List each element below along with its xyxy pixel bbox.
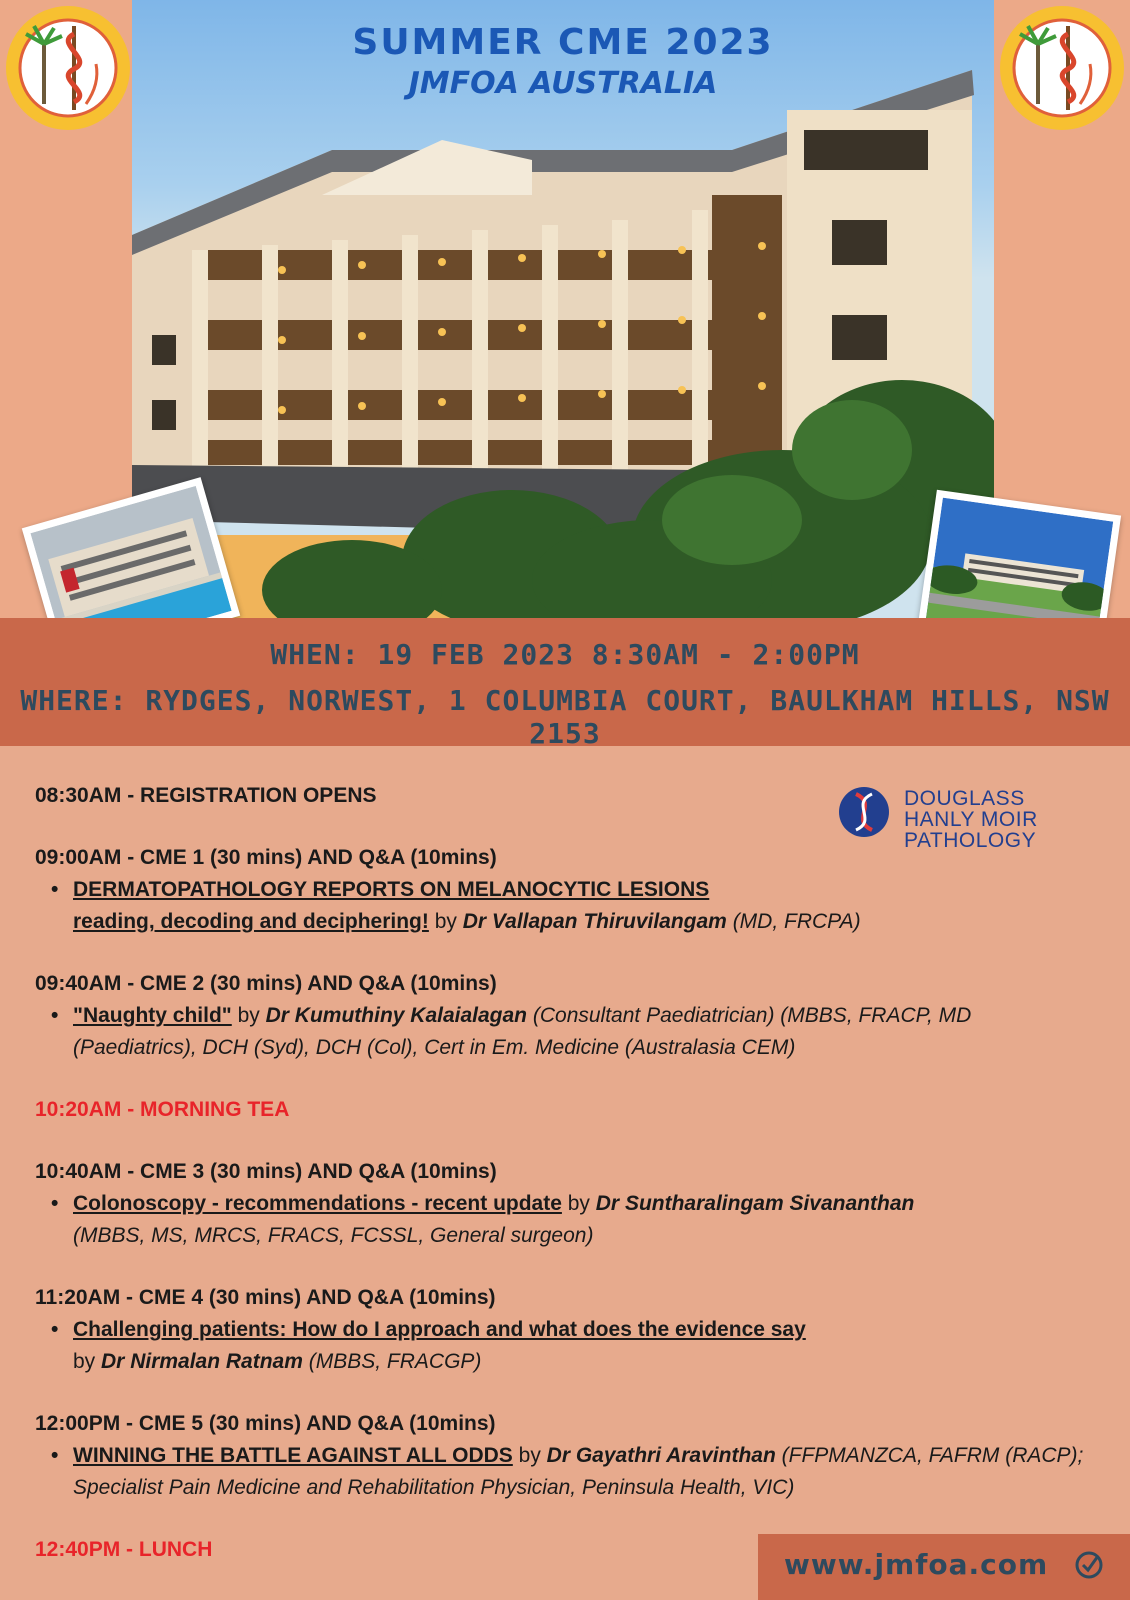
cme5-item: [35, 1440, 1095, 1504]
cme3-by: by: [561, 1192, 596, 1215]
cme2-slot: 09:40AM - CME 2 (30 mins) AND Q&A (10mins): [35, 972, 497, 995]
cme4-item: [35, 1314, 1095, 1378]
cme3-speaker: Dr Suntharalingam Sivananthan: [595, 1192, 915, 1215]
cme1-slot: 09:00AM - CME 1 (30 mins) AND Q&A (10mins): [35, 846, 497, 869]
lunch-slot: 12:40PM - LUNCH: [35, 1538, 213, 1561]
cme3-item: [35, 1188, 1095, 1252]
event-when: WHEN: 19 FEB 2023 8:30AM - 2:00PM: [270, 638, 860, 671]
cme4-credentials: (MBBS, FRACGP): [302, 1350, 482, 1373]
cme2-item: [35, 1000, 1095, 1064]
caduceus-logo-icon: [4, 4, 132, 132]
registration-slot: 08:30AM - REGISTRATION OPENS: [35, 784, 377, 807]
sponsor-line-1: DOUGLASS: [904, 787, 1025, 810]
morning-tea-slot: 10:20AM - MORNING TEA: [35, 1098, 290, 1121]
cme1-item: [35, 874, 1095, 938]
event-details-band: [0, 618, 1130, 750]
cme1-by: by: [428, 910, 463, 933]
cme2-credentials: (Consultant Paediatrician) (MBBS, FRACP, MD (Paediatrics), DCH (Syd), DCH (Col), Cert in Em. Medicine (Australasia CEM): [73, 1004, 972, 1059]
event-subtitle: JMFOA AUSTRALIA: [408, 66, 718, 101]
cme4-talk-title: Challenging patients: How do I approach and what does the evidence say: [73, 1318, 806, 1341]
cme4-speaker: Dr Nirmalan Ratnam: [101, 1350, 303, 1373]
cme5-credentials: (FFPMANZCA, FAFRM (RACP); Specialist Pain Medicine and Rehabilitation Physician, Peninsula Health, VIC): [73, 1444, 1084, 1499]
cme1-talk-subtitle: reading, decoding and deciphering!: [73, 910, 429, 933]
agenda: [35, 780, 1095, 1566]
cme3-credentials: (MBBS, MS, MRCS, FRACS, FCSSL, General surgeon): [73, 1224, 594, 1247]
cme2-talk-title: "Naughty child": [73, 1004, 232, 1027]
cme1-talk-title: DERMATOPATHOLOGY REPORTS ON MELANOCYTIC LESIONS: [73, 878, 710, 901]
cme1-credentials: (MD, FRCPA): [726, 910, 861, 933]
cme3-slot: 10:40AM - CME 3 (30 mins) AND Q&A (10mins): [35, 1160, 497, 1183]
cme5-talk-title: WINNING THE BATTLE AGAINST ALL ODDS: [73, 1444, 513, 1467]
cme4-by: by: [73, 1350, 102, 1373]
sponsor-line-3: PATHOLOGY: [904, 829, 1037, 852]
cme2-speaker: Dr Kumuthiny Kalaialagan: [265, 1004, 528, 1027]
check-circle-icon: [1074, 1550, 1104, 1580]
cme5-speaker: Dr Gayathri Aravinthan: [546, 1444, 776, 1467]
cme1-speaker: Dr Vallapan Thiruvilangam: [462, 910, 727, 933]
cme2-by: by: [231, 1004, 266, 1027]
event-title: SUMMER CME 2023: [352, 22, 774, 63]
cme5-slot: 12:00PM - CME 5 (30 mins) AND Q&A (10mins): [35, 1412, 496, 1435]
hotel-photo: [132, 0, 994, 618]
cme3-talk-title: Colonoscopy - recommendations - recent update: [73, 1192, 562, 1215]
cme4-slot: 11:20AM - CME 4 (30 mins) AND Q&A (10mins): [35, 1286, 496, 1309]
website-banner[interactable]: [758, 1534, 1130, 1600]
website-link[interactable]: www.jmfoa.com: [784, 1548, 1049, 1581]
cme5-by: by: [512, 1444, 547, 1467]
caduceus-logo-icon: [998, 4, 1126, 132]
sponsor-line-2: HANLY MOIR: [904, 808, 1038, 831]
event-where: WHERE: RYDGES, NORWEST, 1 COLUMBIA COURT, BAULKHAM HILLS, NSW 2153: [20, 684, 1110, 750]
